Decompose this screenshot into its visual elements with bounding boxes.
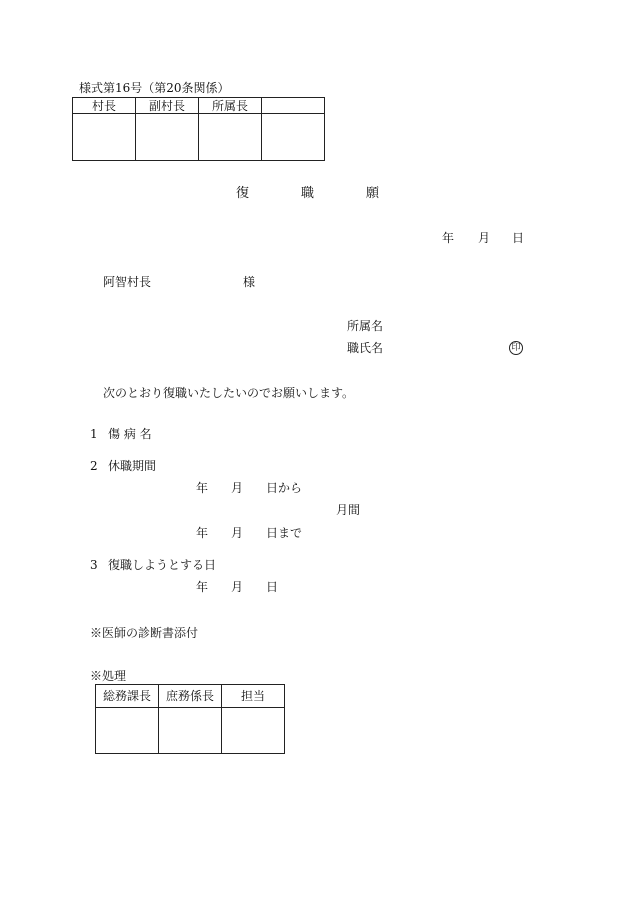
return-date-day: 日 (266, 580, 279, 594)
attachment-note: ※医師の診断書添付 (90, 626, 199, 640)
date-month: 月 (478, 231, 491, 245)
seal-mark: 印 (509, 341, 523, 355)
processing-header-clerical-chief: 庶務係長 (159, 685, 222, 708)
date-year: 年 (442, 231, 455, 245)
addressee-honorific: 様 (243, 275, 256, 289)
processing-stamp-cell[interactable] (222, 708, 285, 754)
date-day: 日 (512, 231, 525, 245)
department-label: 所属名 (347, 319, 384, 333)
processing-header-person-in-charge: 担当 (222, 685, 285, 708)
item1-number: 1 (90, 427, 98, 441)
approval-header-village-head: 村長 (73, 98, 136, 114)
leave-from-year: 年 (196, 481, 209, 495)
leave-to-month: 月 (231, 526, 244, 540)
leave-to-year: 年 (196, 526, 209, 540)
leave-from-month: 月 (231, 481, 244, 495)
approval-stamp-cell[interactable] (136, 114, 199, 161)
approval-stamp-table (72, 97, 325, 161)
item3-number: 3 (90, 558, 98, 572)
document-title: 復 職 願 (236, 186, 380, 201)
approval-stamp-cell[interactable] (73, 114, 136, 161)
approval-stamp-cell[interactable] (199, 114, 262, 161)
return-date-year: 年 (196, 580, 209, 594)
processing-stamp-cell[interactable] (159, 708, 222, 754)
leave-duration-months: 月間 (336, 503, 361, 517)
processing-stamp-table (95, 684, 285, 754)
processing-header-general-affairs-chief: 総務課長 (96, 685, 159, 708)
leave-to-day: 日まで (266, 526, 303, 540)
item3-label: 復職しようとする日 (108, 558, 217, 572)
approval-header-deputy-village-head: 副村長 (136, 98, 199, 114)
addressee-name: 阿智村長 (103, 275, 152, 289)
return-date-month: 月 (231, 580, 244, 594)
request-text: 次のとおり復職いたしたいのでお願いします。 (103, 386, 355, 400)
approval-stamp-cell[interactable] (262, 114, 325, 161)
form-number: 様式第16号（第20条関係） (79, 81, 230, 95)
approval-header-blank (262, 98, 325, 114)
approval-header-department-head: 所属長 (199, 98, 262, 114)
processing-label: ※処理 (90, 669, 127, 683)
name-label: 職氏名 (347, 341, 384, 355)
item2-label: 休職期間 (108, 459, 157, 473)
leave-from-day: 日から (266, 481, 303, 495)
item1-label: 傷 病 名 (108, 427, 152, 441)
processing-stamp-cell[interactable] (96, 708, 159, 754)
item2-number: 2 (90, 459, 98, 473)
